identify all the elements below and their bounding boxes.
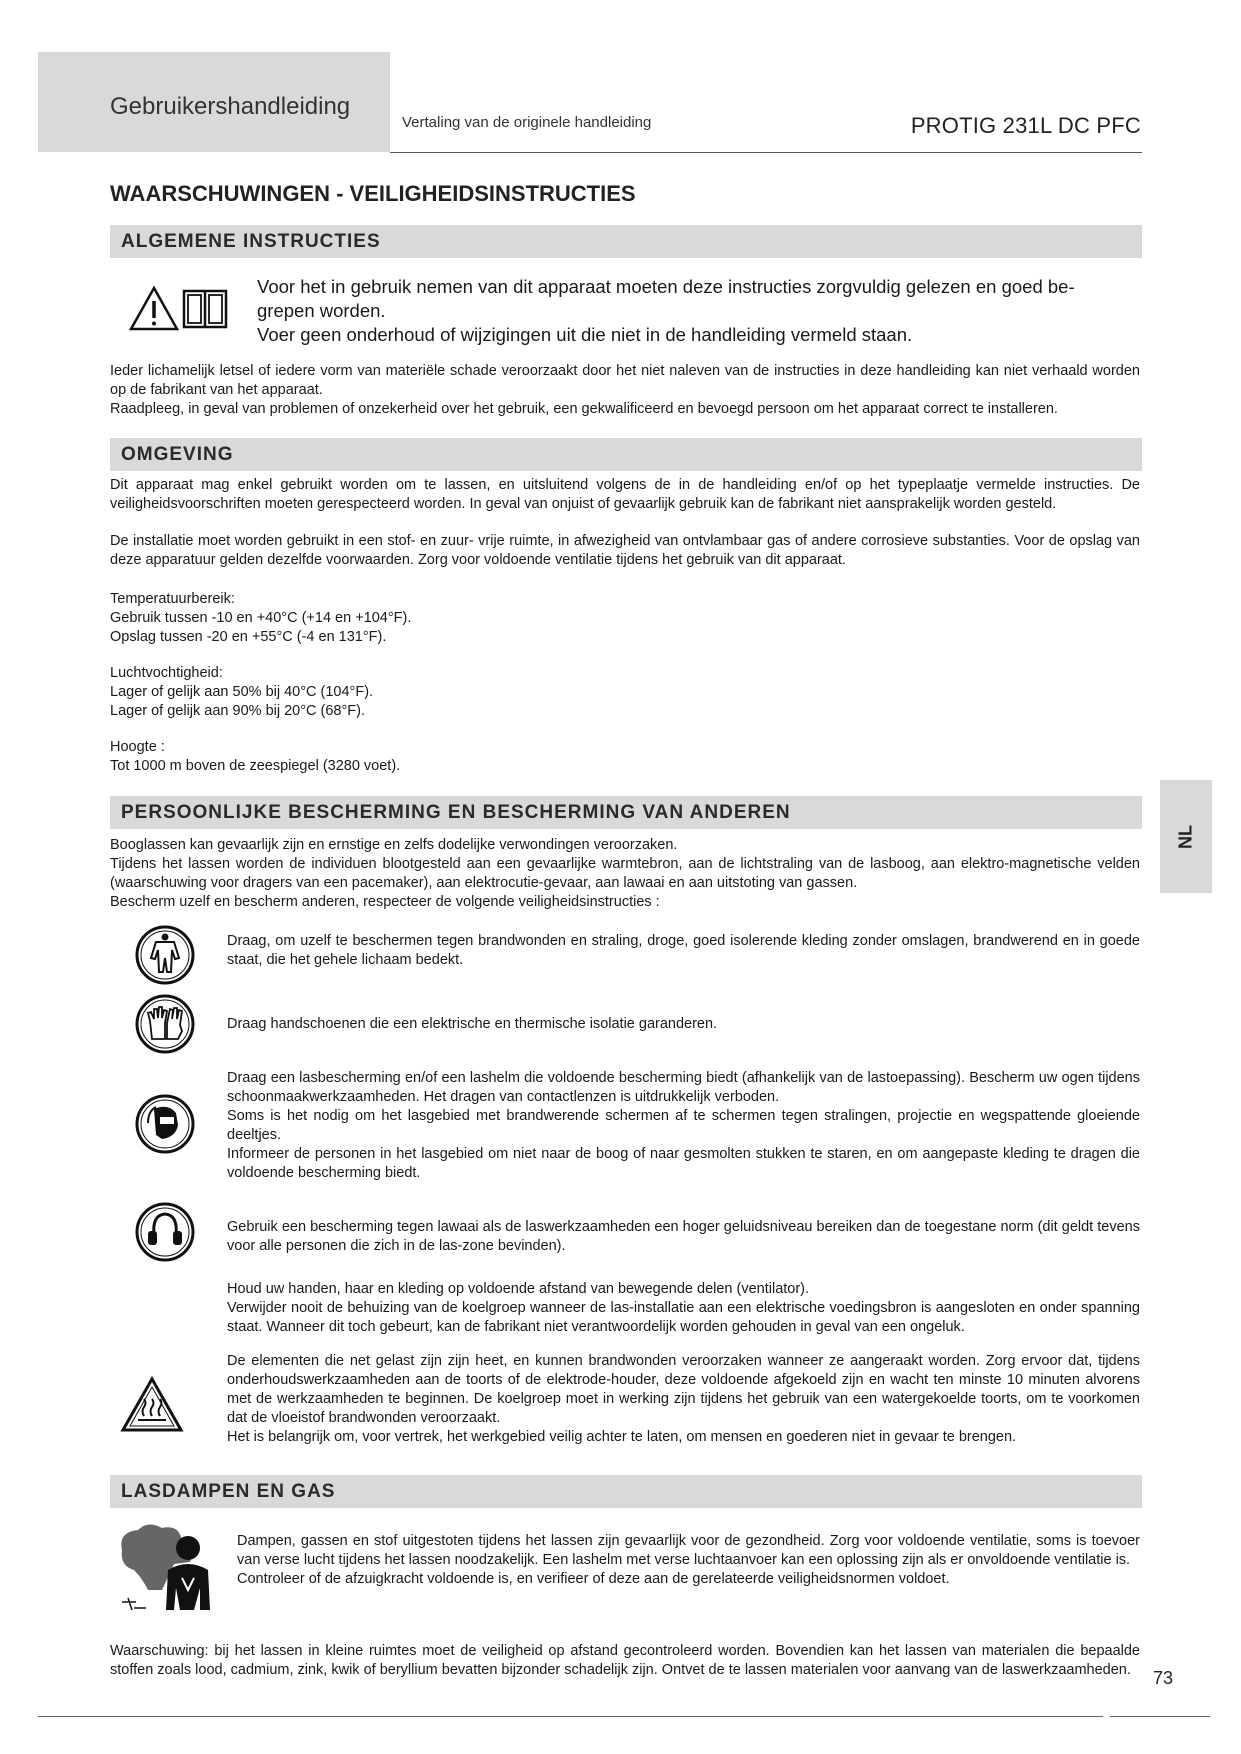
clothing-text: Draag, om uzelf te beschermen tegen brandwonden en straling, droge, goed isolerende kleding zonder omslagen, brandwerend en in goede staat, die het gehele lichaam bedekt. <box>227 933 1140 968</box>
intro-line-2: grepen worden. <box>257 300 386 321</box>
humidity-1: Lager of gelijk aan 50% bij 40°C (104°F). <box>110 684 374 700</box>
language-tab-label: NL <box>1175 824 1196 849</box>
footer-rule-right <box>1110 1716 1210 1717</box>
omgeving-paragraph-2: De installatie moet worden gebruikt in een stof- en zuur- vrije ruimte, in afwezigheid van ontvlambaar gas of andere corrosieve substanties. Voor de opslag van deze apparatuur gelden dezelfde voorwaarden. Zorg voor voldoende ventilatie tijdens het gebruik van dit apparaat. <box>110 533 1140 568</box>
header-model: PROTIG 231L DC PFC <box>910 113 1141 138</box>
section-heading-lasdampen: LASDAMPEN EN GAS <box>121 1481 336 1502</box>
fumes-paragraph-2: Controleer of de afzuigkracht voldoende is, en verifieer of deze aan de gerelateerde veiligheidsnormen voldoet. <box>237 1571 950 1587</box>
temperature-label: Temperatuurbereik: <box>110 591 235 607</box>
language-tab <box>1160 780 1212 893</box>
intro-text <box>257 275 1137 347</box>
section-bar-omgeving <box>110 438 1142 471</box>
protective-clothing-icon <box>134 924 196 986</box>
algemene-paragraphs <box>110 362 1140 419</box>
persoonlijk-paragraph-2: Tijdens het lassen worden de individuen blootgesteld aan een gevaarlijke warmtebron, aan de lichtstraling van de lasboog, aan elektro-magnetische velden (waarschuwing voor dragers van een pacemaker), aan elektrocutie-gevaar, aan lawaai en aan uitstoting van gassen. <box>110 856 1140 891</box>
altitude-label: Hoogte : <box>110 739 165 755</box>
header-title: Gebruikershandleiding <box>110 93 351 120</box>
moving-paragraph-2: Verwijder nooit de behuizing van de koelgroep wanneer de las-installatie aan een elektrische voedingsbron is aangesloten en onder spanning staat. Wanneer dit toch gebeurt, kan de fabrikant niet verantwoordelijk worden gehouden in geval van een ongeluk. <box>227 1300 1140 1335</box>
welding-fumes-icon <box>114 1520 224 1615</box>
fumes-warning: Waarschuwing: bij het lassen in kleine ruimtes moet de veiligheid op afstand gecontroleerd worden. Bovendien kan het lassen van materialen die bepaalde stoffen zoals lood, cadmium, zink, kwik of beryllium bevatten bijzonder schadelijk zijn. Ontvet de te lassen materialen voor aanvang van de laswerkzaamheden. <box>110 1643 1140 1678</box>
mask-paragraph-3: Informeer de personen in het lasgebied om niet naar de boog of naar gesmolten stukken te staren, en om aangepaste kleding te dragen die voldoende bescherming biedt. <box>227 1146 1140 1181</box>
page-title: WAARSCHUWINGEN - VEILIGHEIDSINSTRUCTIES <box>110 181 636 206</box>
welding-mask-icon <box>134 1093 196 1155</box>
section-heading-omgeving: OMGEVING <box>121 444 234 465</box>
header-subtitle: Vertaling van de originele handleiding <box>402 114 652 131</box>
section-heading-algemene: ALGEMENE INSTRUCTIES <box>121 231 381 252</box>
algemene-paragraph-1: Ieder lichamelijk letsel of iedere vorm van materiële schade veroorzaakt door het niet naleven van de instructies in deze handleiding kan niet verhaald worden op de fabrikant van het apparaat. <box>110 363 1140 398</box>
persoonlijk-intro <box>110 836 1140 912</box>
page-number: 73 <box>1153 1668 1174 1688</box>
ear-protection-icon <box>134 1201 196 1263</box>
humidity-label: Luchtvochtigheid: <box>110 665 223 681</box>
mask-paragraph-2: Soms is het nodig om het lasgebied met brandwerende schermen af te schermen tegen stralingen, projectie en wegspattende gloeiende deeltjes. <box>227 1108 1140 1143</box>
intro-line-1: Voor het in gebruik nemen van dit apparaat moeten deze instructies zorgvuldig gelezen en goed be- <box>257 276 1075 297</box>
moving-parts-text <box>227 1280 1140 1337</box>
intro-line-3: Voer geen onderhoud of wijzigingen uit die niet in de handleiding vermeld staan. <box>257 324 913 345</box>
fumes-text <box>237 1532 1140 1589</box>
temperature-storage: Opslag tussen -20 en +55°C (-4 en 131°F). <box>110 629 387 645</box>
gloves-text: Draag handschoenen die een elektrische en thermische isolatie garanderen. <box>227 1016 718 1032</box>
mask-text <box>227 1069 1140 1183</box>
hot-paragraph-2: Het is belangrijk om, voor vertrek, het werkgebied veilig achter te laten, om mensen en goederen niet in gevaar te brengen. <box>227 1429 1017 1445</box>
footer-rule <box>38 1716 1103 1717</box>
section-heading-persoonlijk: PERSOONLIJKE BESCHERMING EN BESCHERMING VAN ANDEREN <box>121 802 791 823</box>
hot-surface-text <box>227 1352 1140 1447</box>
hot-surface-icon <box>120 1376 184 1434</box>
temperature-use: Gebruik tussen -10 en +40°C (+14 en +104°F). <box>110 610 412 626</box>
section-bar-algemene <box>110 225 1142 258</box>
temperature-block <box>110 590 411 647</box>
hot-paragraph-1: De elementen die net gelast zijn zijn heet, en kunnen brandwonden veroorzaken wanneer ze aangeraakt worden. Zorg ervoor dat, tijdens onderhoudswerkzaamheden aan de toorts of de elektrode-houder, deze voldoende afgekoeld zijn en wacht ten minste 10 minuten alvorens met de werkzaamheden te beginnen. De koelgroep moet in werking zijn tijdens het gebruik van een watergekoelde toorts, om te voorkomen dat de vloeistof brandwonden veroorzaakt. <box>227 1353 1140 1426</box>
omgeving-paragraph-1: Dit apparaat mag enkel gebruikt worden om te lassen, en uitsluitend volgens de in de handleiding en/of op het typeplaatje vermelde instructies. De veiligheidsvoorschriften moeten gerespecteerd worden. In geval van onjuist of gevaarlijk gebruik kan de fabrikant niet aansprakelijk worden gesteld. <box>110 477 1140 512</box>
humidity-block <box>110 664 373 721</box>
section-bar-lasdampen <box>110 1475 1142 1508</box>
header-rule <box>390 152 1142 153</box>
altitude-value: Tot 1000 m boven de zeespiegel (3280 voet). <box>110 758 401 774</box>
altitude-block <box>110 738 400 776</box>
section-bar-persoonlijk <box>110 796 1142 829</box>
gloves-icon <box>134 993 196 1055</box>
ear-text: Gebruik een bescherming tegen lawaai als de laswerkzaamheden een hoger geluidsniveau bereiken dan de toegestane norm (dit geldt tevens voor alle personen die zich in de las-zone bevinden). <box>227 1219 1140 1254</box>
fumes-paragraph-1: Dampen, gassen en stof uitgestoten tijdens het lassen zijn gevaarlijk voor de gezondheid. Zorg voor voldoende ventilatie, soms is toevoer van verse lucht tijdens het lassen noodzakelijk. Een lashelm met verse luchtaanvoer kan een oplossing zijn als er onvoldoende ventilatie is. <box>237 1533 1140 1568</box>
persoonlijk-paragraph-1: Booglassen kan gevaarlijk zijn en ernstige en zelfs dodelijke verwondingen veroorzaken. <box>110 837 678 853</box>
persoonlijk-paragraph-3: Bescherm uzelf en bescherm anderen, respecteer de volgende veiligheidsinstructies : <box>110 894 660 910</box>
mask-paragraph-1: Draag een lasbescherming en/of een lashelm die voldoende bescherming biedt (afhankelijk van de lastoepassing). Bescherm uw ogen tijdens schoonmaakwerkzaamheden. Het dragen van contactlenzen is uitdrukkelijk verboden. <box>227 1070 1140 1105</box>
moving-paragraph-1: Houd uw handen, haar en kleding op voldoende afstand van bewegende delen (ventilator). <box>227 1281 810 1297</box>
warning-manual-icon <box>128 285 230 333</box>
algemene-paragraph-2: Raadpleeg, in geval van problemen of onzekerheid over het gebruik, een gekwalificeerd en bevoegd persoon om het apparaat correct te installeren. <box>110 401 1058 417</box>
humidity-2: Lager of gelijk aan 90% bij 20°C (68°F). <box>110 703 366 719</box>
